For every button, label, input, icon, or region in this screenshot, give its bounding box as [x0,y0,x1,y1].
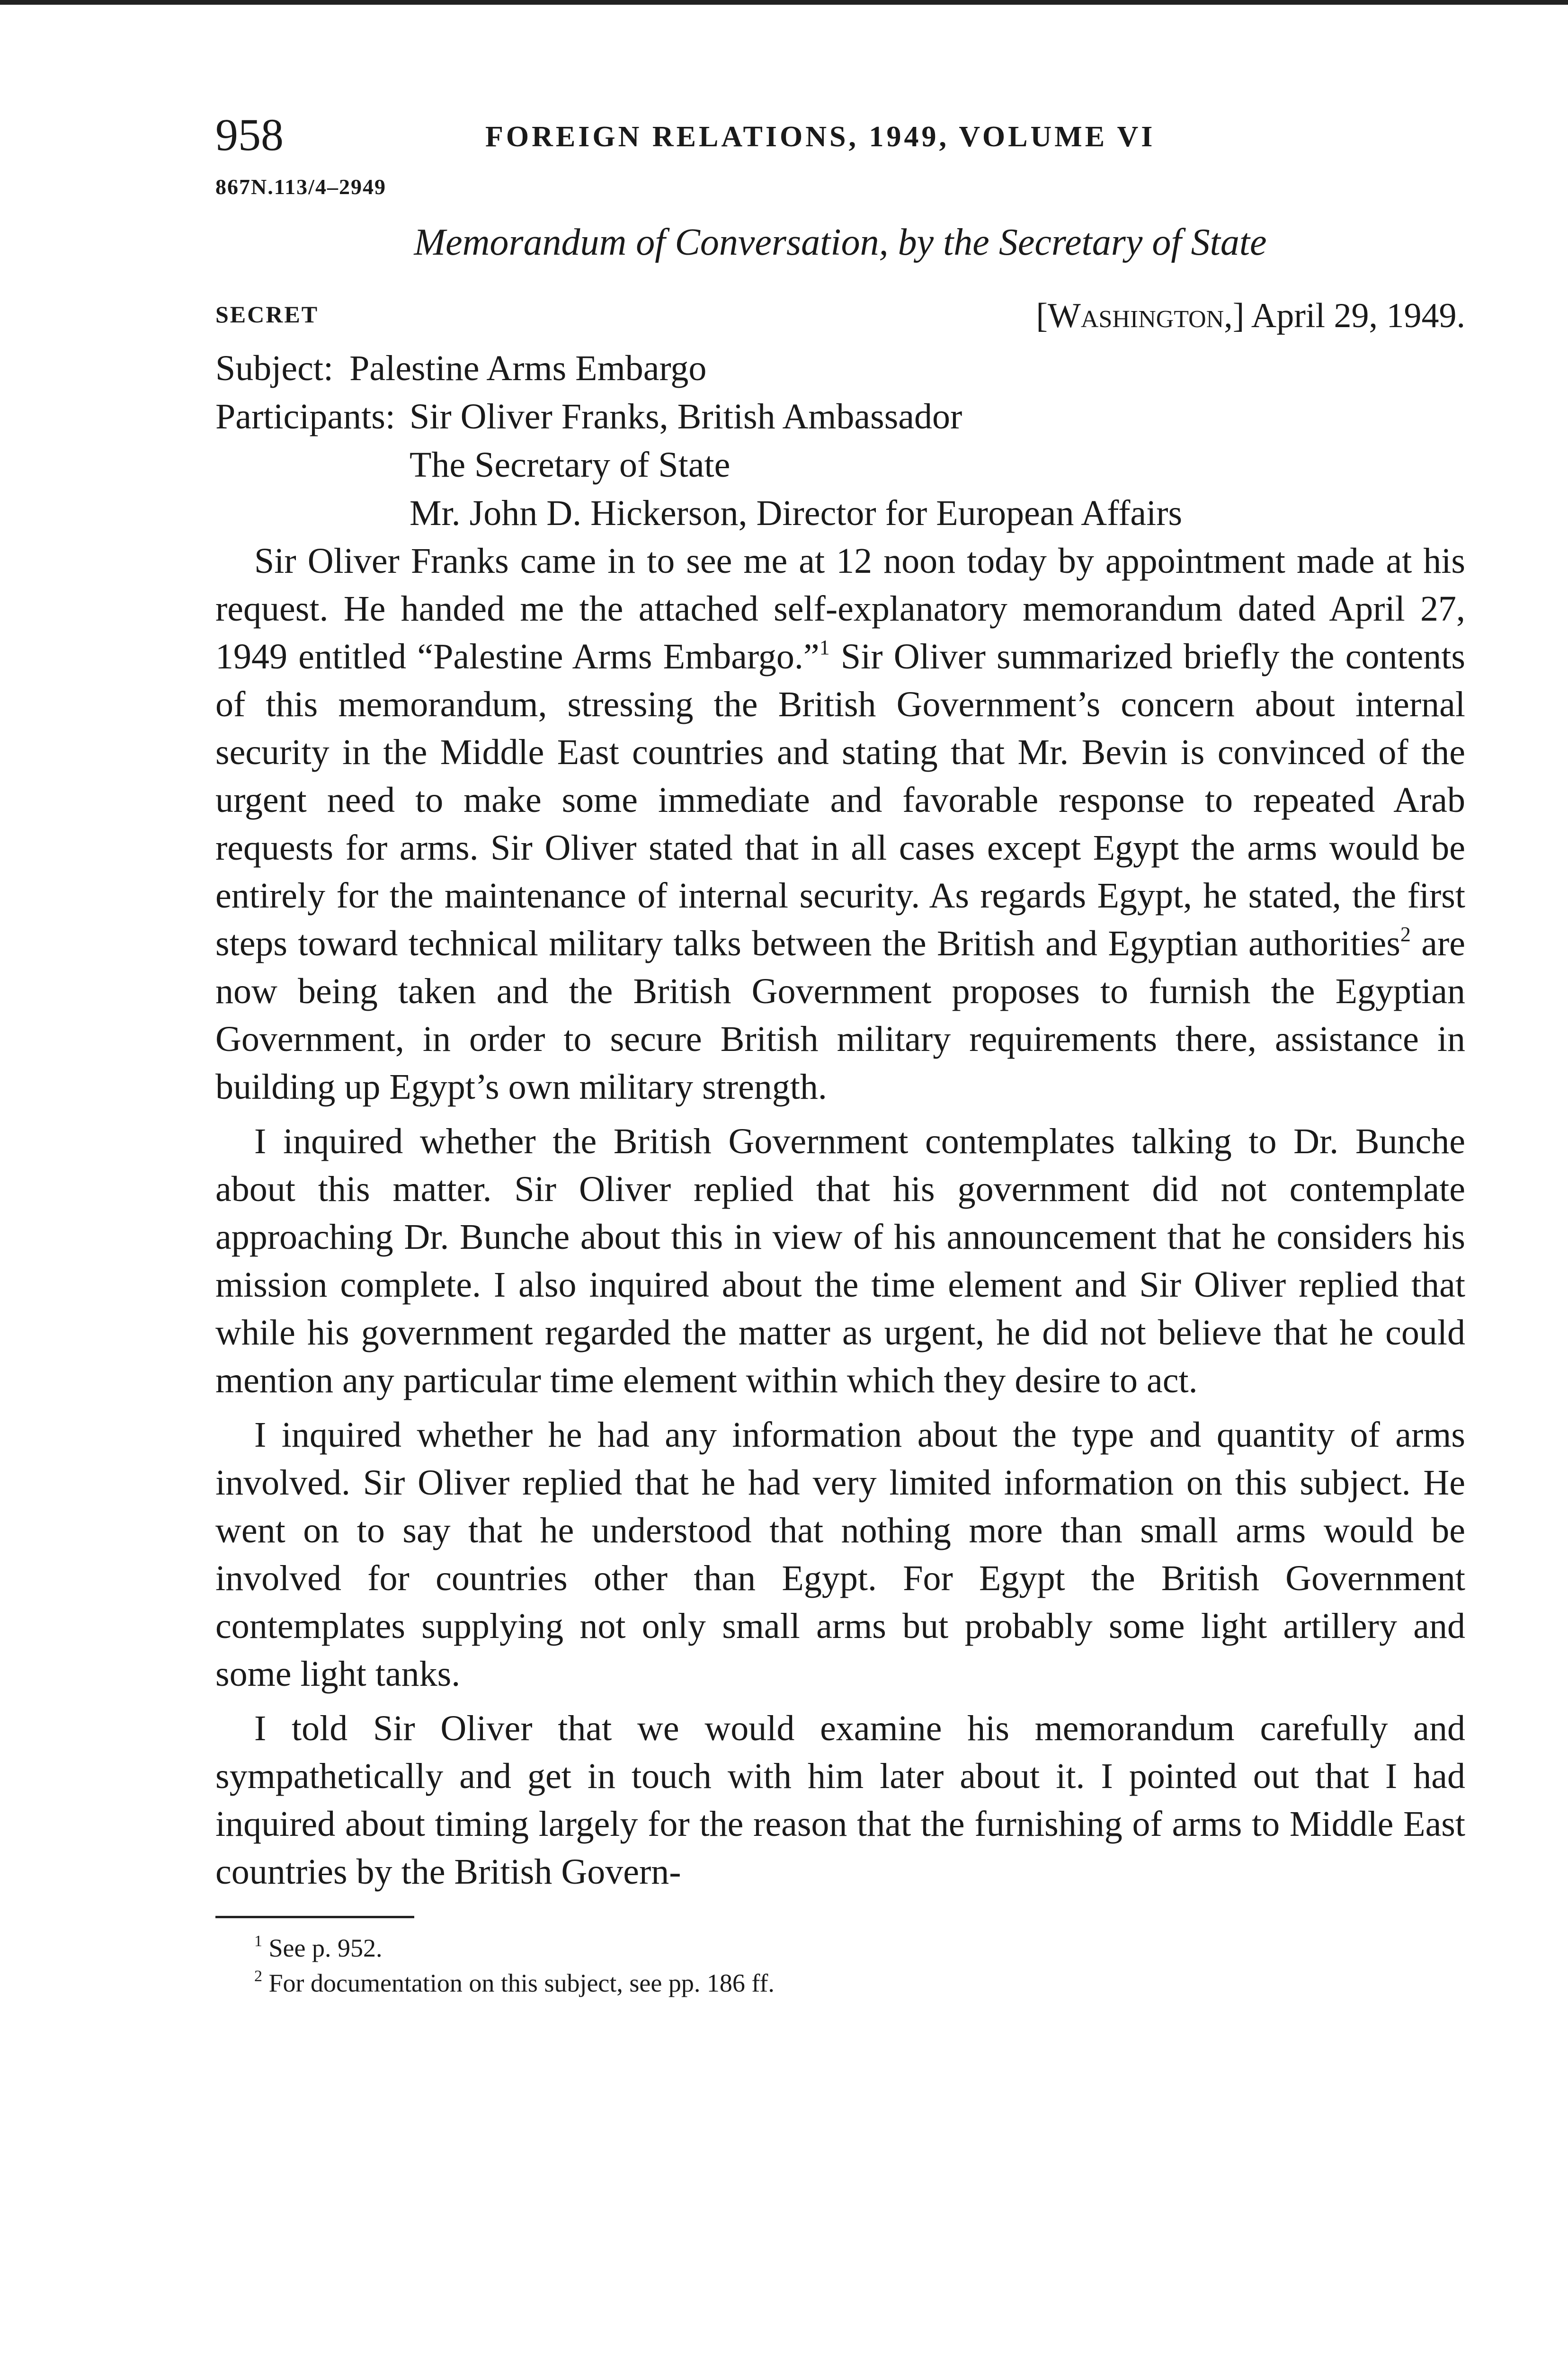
document-title: Memorandum of Conversation, by the Secretary of State [414,222,1267,263]
footnote-ref: 1 [819,636,830,659]
subject-value: Palestine Arms Embargo [349,348,707,388]
paragraph-text: are now being taken and the British Government proposes to furnish the Egyptian Government, in order to secure British military requirements there, assistance in building up Egypt’s own military strength. [215,924,1465,1107]
participants-list [410,392,1182,537]
footnote-marker: 1 [254,1932,262,1950]
dateline [215,292,1465,344]
footnote [215,1931,1465,1966]
date: April 29, 1949. [1251,296,1465,335]
body-paragraph: I told Sir Oliver that we would examine his memorandum carefully and sympathetically and get in touch with him later about it. I pointed out that I had inquired about timing largely for the reason that the furnishing of arms to Middle East countries by the British Govern- [215,1709,1465,1892]
body-paragraph [215,537,1465,1111]
body-paragraph: I inquired whether the British Government contemplates talking to Dr. Bunche about this matter. Sir Oliver replied that his government did not contemplate approaching Dr. Bunche about this in view of his announcement that he considers his mission complete. I also inquired about the time element and Sir Oliver replied that while his government regarded the matter as urgent, he did not believe that he could mention any particular time element within which they desire to act. [215,1121,1465,1400]
body-paragraph: I inquired whether he had any information about the type and quantity of arms involved. Sir Oliver replied that he had very limited information on this subject. He went on to say that he understood that nothing more than small arms would be involved for countries other than Egypt. For Egypt the British Government contemplates supplying not only small arms but probably some light artillery and some light tanks. [215,1415,1465,1694]
file-number: 867N.113/4–2949 [215,175,386,199]
paragraph-text: Sir Oliver Franks came in to see me at 12 noon today by appointment made at his request. He handed me the attached self-explanatory memorandum dated April 27, 1949 entitled “Palestine Arms Embargo.” [215,541,1465,676]
paragraph-text: Sir Oliver summarized briefly the contents of this memorandum, stressing the British Government’s concern about internal security in the Middle East countries and stating that Mr. Bevin is convinced of the urgent need to make some immediate and favorable response to repeated Arab requests for arms. Sir Oliver stated that in all cases except Egypt the arms would be entirely for the maintenance of internal security. As regards Egypt, he stated, the first steps toward technical military talks between the British and Egyptian authorities [215,637,1465,963]
subject-row [215,344,1465,392]
participant: Mr. John D. Hickerson, Director for European Affairs [409,493,1183,533]
participant: The Secretary of State [409,445,731,485]
running-head-title: FOREIGN RELATIONS, 1949, VOLUME VI [485,121,1156,153]
footnote-divider [215,1916,414,1918]
classification-label: SECRET [215,301,319,328]
running-head [215,109,1465,161]
footnote-marker: 2 [254,1967,262,1985]
place-date [1036,292,1465,339]
participant: Sir Oliver Franks, British Ambassador [409,397,962,436]
page-number: 958 [215,109,284,160]
footnote-text: For documentation on this subject, see pp. 186 ff. [268,1969,775,1997]
document-page [215,109,1465,2001]
participants-label: Participants: [215,397,395,436]
footnote-ref: 2 [1400,923,1411,946]
place: [Washington,] [1036,296,1245,335]
footnote [215,1966,1465,2001]
participants-row [215,392,1465,537]
top-edge-rule [0,0,1568,5]
subject-label: Subject: [215,348,334,388]
footnote-text: See p. 952. [268,1934,383,1962]
